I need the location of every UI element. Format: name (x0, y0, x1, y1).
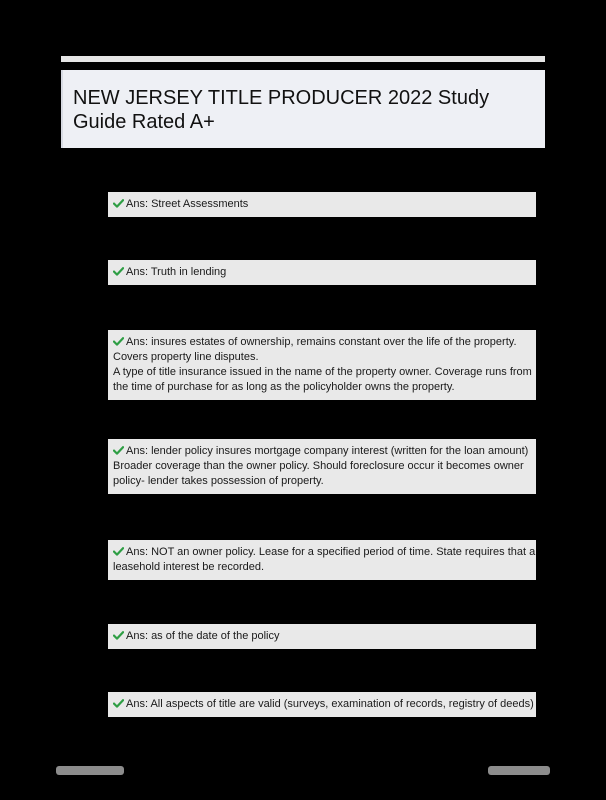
answer-box (108, 540, 536, 580)
footer-right-page-number (488, 766, 550, 775)
answer-box (108, 260, 536, 285)
check-icon (113, 199, 124, 208)
answer-box (108, 439, 536, 494)
check-icon (113, 267, 124, 276)
answer-line: Covers property line disputes. (113, 351, 259, 363)
blurred-text (488, 766, 550, 775)
answer-text: Ans: Truth in lending (126, 266, 227, 278)
answer-line (113, 697, 534, 712)
answer-text: Ans: insures estates of ownership, remains constant over the life of the property. (126, 336, 517, 348)
answer-text: Ans: Street Assessments (126, 198, 249, 210)
answer-line (113, 335, 530, 350)
blurred-text (56, 766, 124, 775)
check-icon (113, 446, 124, 455)
answer-box (108, 330, 536, 400)
answer-line (113, 629, 530, 644)
answer-line: Broader coverage than the owner policy. Should foreclosure occur it becomes owner (113, 460, 524, 472)
check-icon (113, 631, 124, 640)
answer-line (113, 265, 530, 280)
answer-line (113, 545, 536, 560)
answer-line: A type of title insurance issued in the name of the property owner. Coverage runs from (113, 366, 532, 378)
answer-box (108, 692, 536, 717)
answer-line: leasehold interest be recorded. (113, 561, 265, 573)
top-rule (61, 56, 545, 62)
check-icon (113, 699, 124, 708)
footer-left-watermark (56, 766, 124, 775)
check-icon (113, 547, 124, 556)
answer-line (113, 444, 530, 459)
answer-text: Ans: NOT an owner policy. Lease for a specified period of time. State requires that a (126, 546, 536, 558)
answer-text: Ans: lender policy insures mortgage company interest (written for the loan amount) (126, 445, 529, 457)
answer-box (108, 624, 536, 649)
answer-line (113, 197, 530, 212)
answer-text: Ans: All aspects of title are valid (surveys, examination of records, registry of deeds) (126, 698, 534, 710)
answer-text: Ans: as of the date of the policy (126, 630, 280, 642)
title-box (61, 70, 545, 148)
answer-line: policy- lender takes possession of property. (113, 475, 324, 487)
answer-box (108, 192, 536, 217)
page-title: NEW JERSEY TITLE PRODUCER 2022 Study Guide Rated A+ (73, 87, 490, 133)
answer-line: the time of purchase for as long as the policyholder owns the property. (113, 381, 455, 393)
check-icon (113, 337, 124, 346)
